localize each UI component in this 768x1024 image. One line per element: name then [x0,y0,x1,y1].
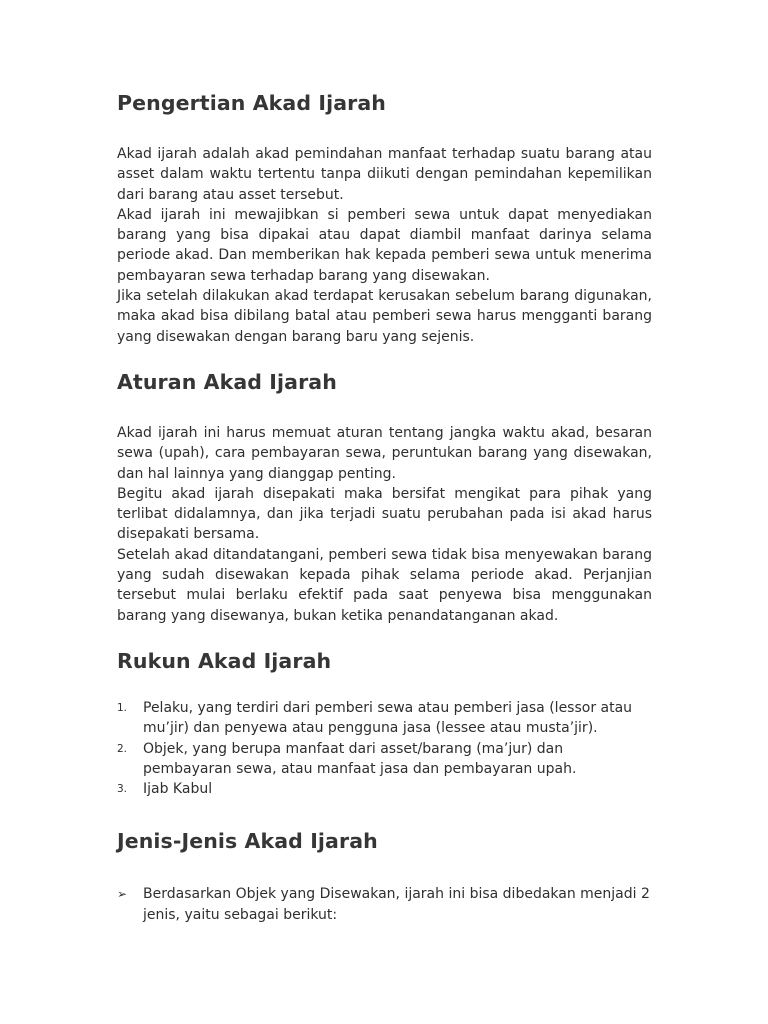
paragraph: Akad ijarah ini mewajibkan si pemberi sewa untuk dapat menyediakan barang yang bisa dipakai atau dapat diambil manfaat darinya selama periode akad. Dan memberikan hak kepada pemberi sewa untuk menerima pembayaran sewa terhadap barang yang disewakan. [117,206,652,284]
heading-aturan: Aturan Akad Ijarah [117,369,337,394]
paragraph: Akad ijarah adalah akad pemindahan manfaat terhadap suatu barang atau asset dalam waktu tertentu tanpa diikuti dengan pemindahan kepemilikan dari barang atau asset tersebut. [117,146,652,203]
paragraph: Akad ijarah ini harus memuat aturan tentang jangka waktu akad, besaran sewa (upah), cara pembayaran sewa, peruntukan barang yang disewakan, dan hal lainnya yang dianggap penting. [117,424,652,482]
list-item [117,779,652,799]
paragraph: Jika setelah dilakukan akad terdapat kerusakan sebelum barang digunakan, maka akad bisa dibilang batal atau pemberi sewa harus mengganti barang yang disewakan dengan barang baru yang sejenis. [117,288,652,345]
list-item-text: Ijab Kabul [143,781,213,798]
rukun-list [117,698,652,799]
list-item-text: Objek, yang berupa manfaat dari asset/barang (ma’jur) dan pembayaran sewa, atau manfaat jasa dan pembayaran upah. [143,740,577,777]
list-number: 1. [117,701,128,714]
paragraph: Begitu akad ijarah disepakati maka bersifat mengikat para pihak yang terlibat didalamnya, dan jika terjadi suatu perubahan pada isi akad harus disepakati bersama. [117,485,652,543]
bullet-item [117,884,652,925]
bullet-item-text: Berdasarkan Objek yang Disewakan, ijarah ini bisa dibedakan menjadi 2 jenis, yaitu sebagai berikut: [143,886,650,923]
list-number: 2. [117,742,128,755]
list-item-text: Pelaku, yang terdiri dari pemberi sewa atau pemberi jasa (lessor atau mu’jir) dan penyewa atau pengguna jasa (lessee atau musta’jir). [143,699,633,737]
list-item [117,698,652,739]
heading-jenis: Jenis-Jenis Akad Ijarah [117,829,378,854]
list-item [117,739,652,780]
list-number: 3. [117,783,128,796]
paragraph: Setelah akad ditandatangani, pemberi sewa tidak bisa menyewakan barang yang sudah disewakan kepada pihak selama periode akad. Perjanjian tersebut mulai berlaku efektif pada saat penyewa bisa menggunakan barang yang disewanya, bukan ketika penandatanganan akad. [117,546,652,624]
arrow-bullet-icon: ➢ [117,887,128,902]
document-content [117,88,652,925]
heading-rukun: Rukun Akad Ijarah [117,648,332,673]
heading-pengertian: Pengertian Akad Ijarah [117,91,386,115]
